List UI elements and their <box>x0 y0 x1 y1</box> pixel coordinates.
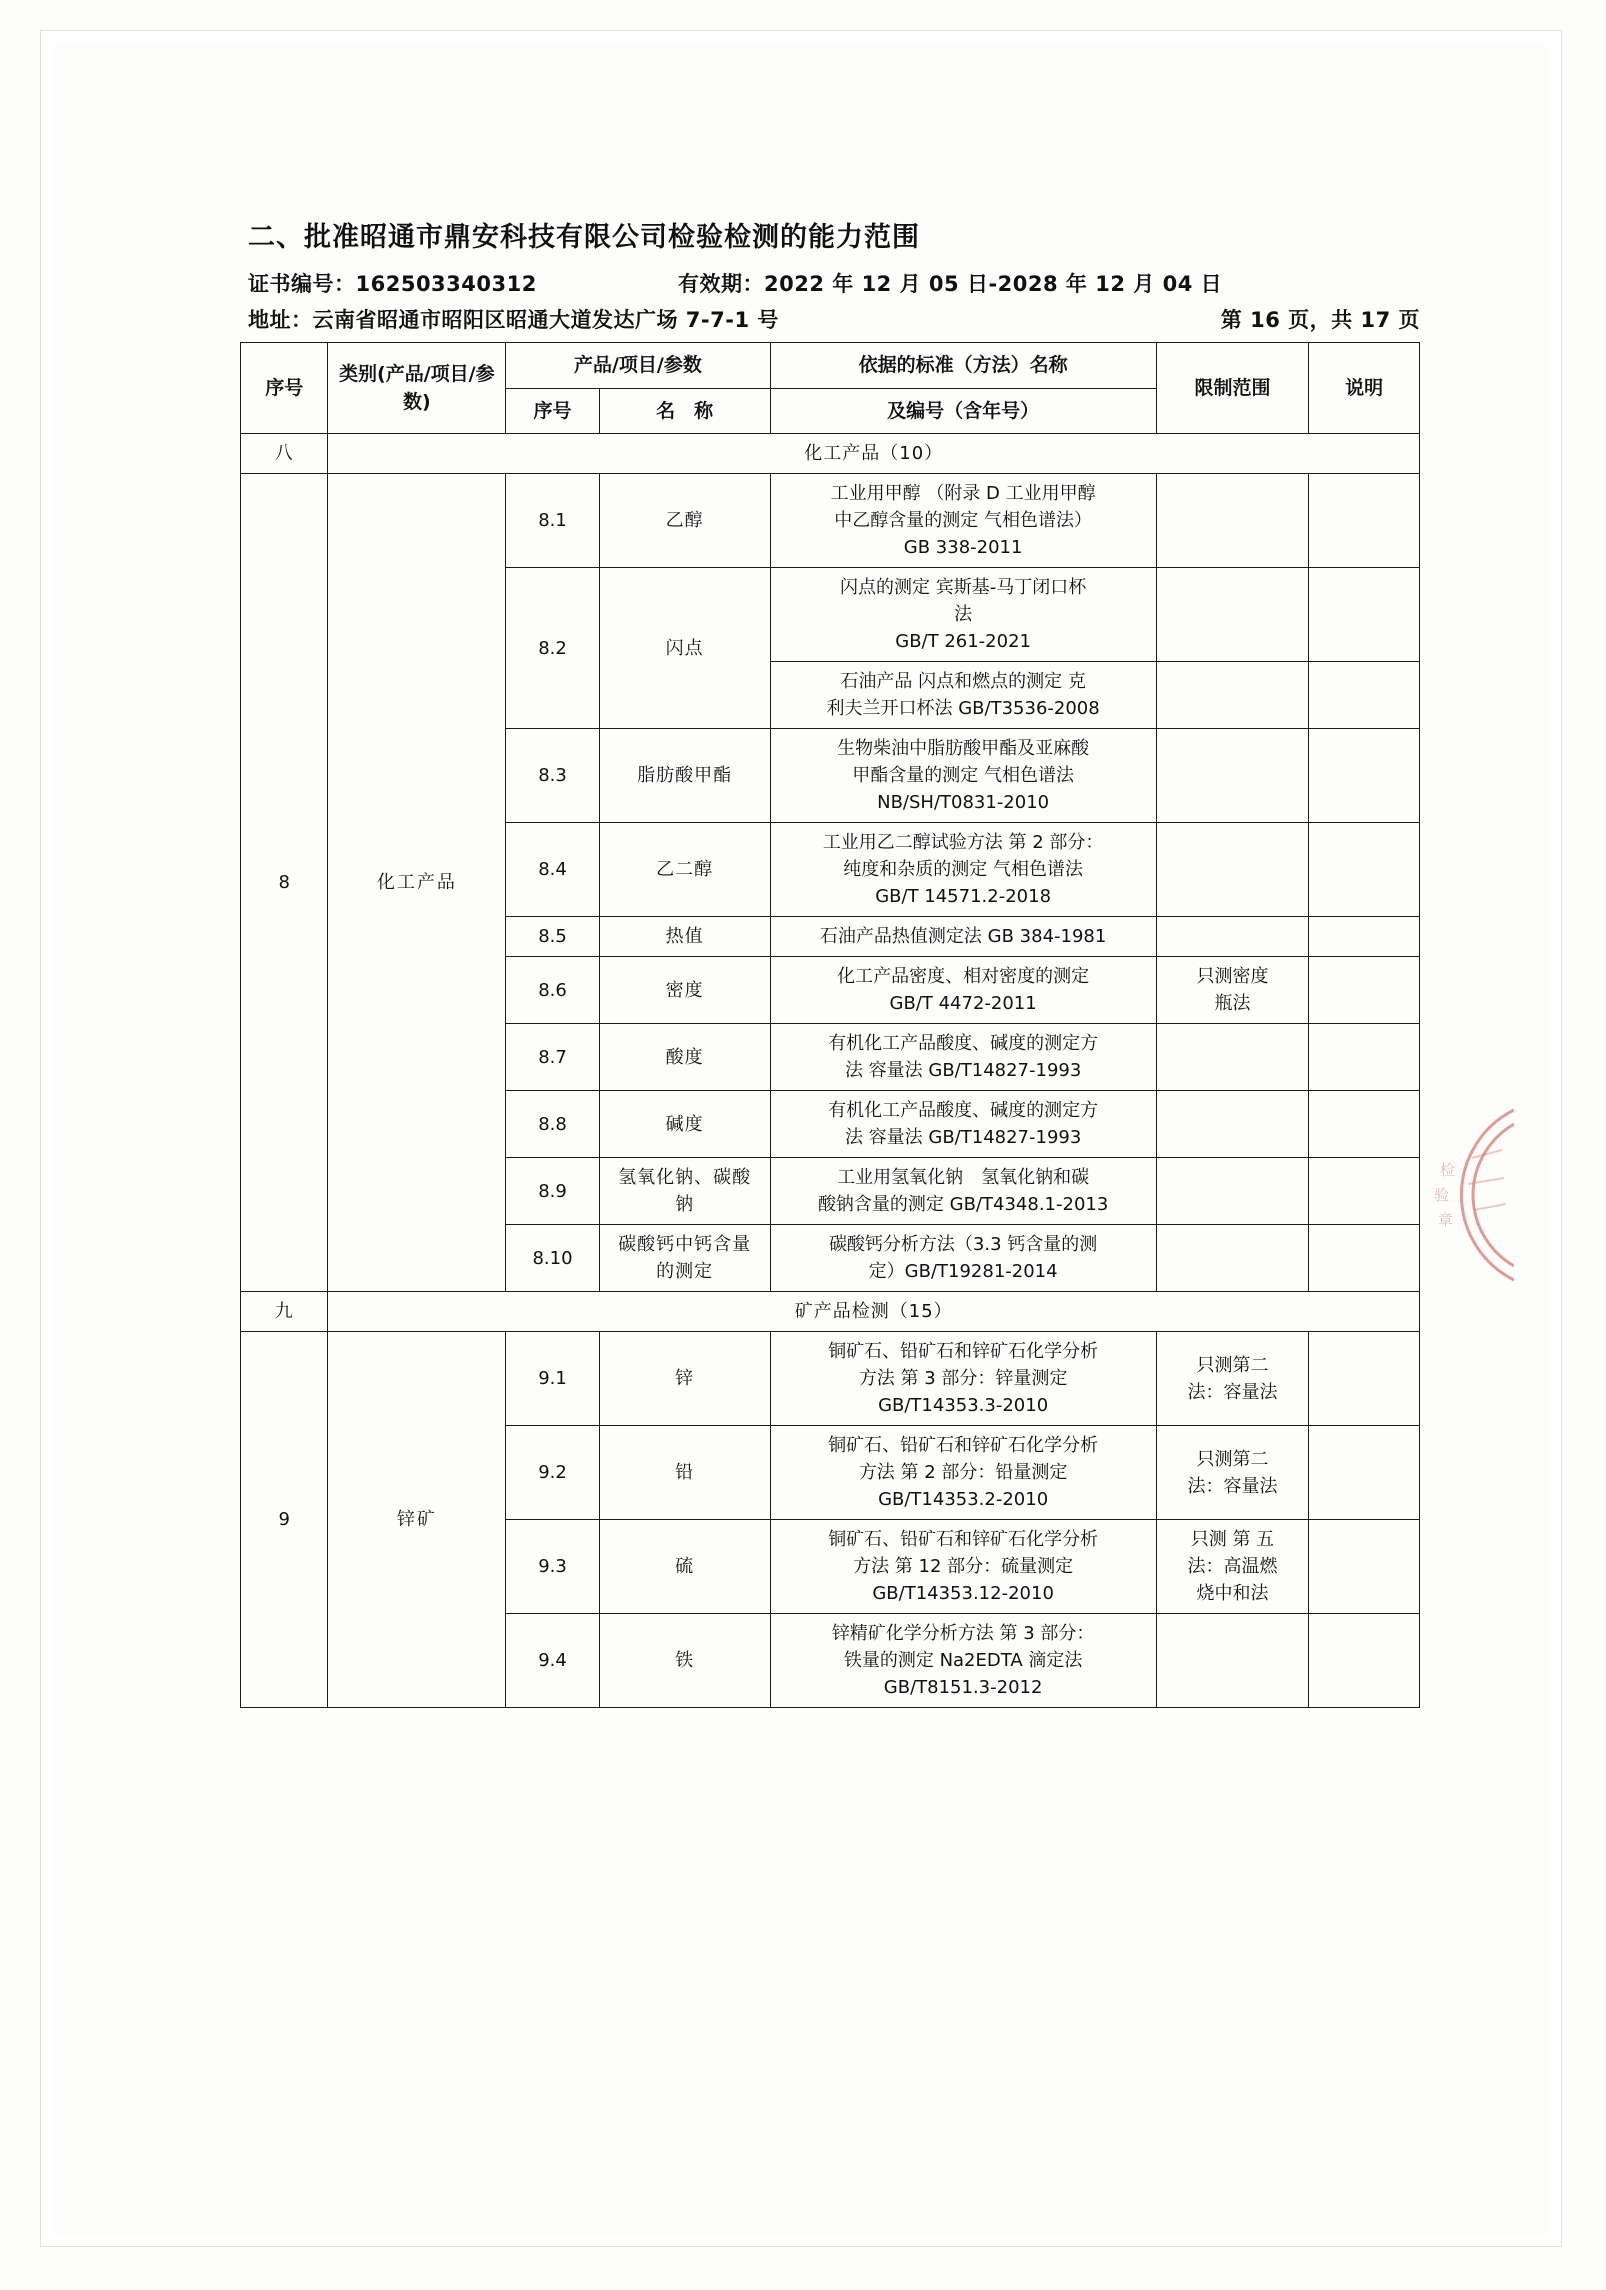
section-title: 化工产品（10） <box>328 434 1420 474</box>
row-limit <box>1156 823 1308 917</box>
row-limit <box>1156 1158 1308 1225</box>
row-remark <box>1309 1024 1420 1091</box>
row-name <box>599 1158 770 1225</box>
section-roman: 九 <box>241 1292 328 1332</box>
row-sub-no: 8.8 <box>506 1091 600 1158</box>
std-line: 工业用氢氧化钠 氢氧化钠和碳 <box>837 1167 1090 1188</box>
row-limit <box>1156 1426 1308 1520</box>
std-line: GB/T 261-2021 <box>895 631 1031 652</box>
name-line: 氢氧化钠、碳酸 <box>618 1167 752 1188</box>
th-standard-line2: 及编号（含年号） <box>770 388 1156 434</box>
std-line: 石油产品热值测定法 GB 384-1981 <box>819 926 1107 947</box>
row-remark <box>1309 1520 1420 1614</box>
std-line: 利夫兰开口杯法 GB/T3536-2008 <box>826 698 1100 719</box>
std-line: 中乙醇含量的测定 气相色谱法） <box>834 510 1092 531</box>
row-remark <box>1309 1158 1420 1225</box>
row-standard <box>770 662 1156 729</box>
std-line: 法 容量法 GB/T14827-1993 <box>844 1060 1082 1081</box>
std-line: 法 容量法 GB/T14827-1993 <box>844 1127 1082 1148</box>
row-limit <box>1156 1024 1308 1091</box>
table-row <box>241 1332 1420 1426</box>
table-row <box>241 474 1420 568</box>
cert-no-label: 证书编号： <box>248 272 356 296</box>
row-remark <box>1309 729 1420 823</box>
group-name: 化工产品 <box>328 474 506 1292</box>
th-product-group: 产品/项目/参数 <box>506 343 770 389</box>
std-line: 铁量的测定 Na2EDTA 滴定法 <box>843 1650 1083 1671</box>
name-line: 碳酸钙中钙含量 <box>618 1234 752 1255</box>
group-no: 8 <box>241 474 328 1292</box>
row-standard <box>770 1426 1156 1520</box>
limit-line: 法：容量法 <box>1187 1475 1278 1497</box>
row-name: 乙二醇 <box>599 823 770 917</box>
std-line: GB/T14353.12-2010 <box>872 1583 1054 1604</box>
row-standard <box>770 957 1156 1024</box>
row-sub-no: 8.9 <box>506 1158 600 1225</box>
address-meta-row <box>248 304 1420 334</box>
std-line: 有机化工产品酸度、碱度的测定方 <box>828 1033 1099 1054</box>
svg-text:检: 检 <box>1440 1161 1456 1179</box>
std-line: 方法 第 2 部分：铅量测定 <box>858 1462 1068 1483</box>
section-header-row <box>241 434 1420 474</box>
row-name <box>599 1225 770 1292</box>
limit-line: 法：高温燃 <box>1187 1556 1278 1577</box>
name-line: 的测定 <box>656 1261 714 1282</box>
row-standard <box>770 1225 1156 1292</box>
row-sub-no: 9.3 <box>506 1520 600 1614</box>
validity-label: 有效期： <box>678 272 764 296</box>
th-no: 序号 <box>241 343 328 434</box>
row-standard <box>770 474 1156 568</box>
std-line: 铜矿石、铅矿石和锌矿石化学分析 <box>828 1529 1099 1550</box>
svg-text:章: 章 <box>1438 1211 1454 1229</box>
limit-line: 只测第二 <box>1196 1354 1269 1376</box>
page-number: 第 16 页，共 17 页 <box>1220 308 1420 332</box>
std-line: GB/T8151.3-2012 <box>883 1677 1043 1698</box>
std-line: GB/T 4472-2011 <box>889 993 1037 1014</box>
row-remark <box>1309 1332 1420 1426</box>
row-standard <box>770 1520 1156 1614</box>
limit-line: 法：容量法 <box>1187 1381 1278 1403</box>
row-standard <box>770 1614 1156 1708</box>
row-remark <box>1309 957 1420 1024</box>
cert-no-block <box>248 268 648 298</box>
row-name: 密度 <box>599 957 770 1024</box>
row-sub-no: 8.5 <box>506 917 600 957</box>
row-sub-no: 8.7 <box>506 1024 600 1091</box>
std-line: 甲酯含量的测定 气相色谱法 <box>852 765 1074 786</box>
row-remark <box>1309 1426 1420 1520</box>
row-limit <box>1156 1225 1308 1292</box>
row-standard <box>770 1091 1156 1158</box>
std-line: 有机化工产品酸度、碱度的测定方 <box>828 1100 1099 1121</box>
std-line: 铜矿石、铅矿石和锌矿石化学分析 <box>828 1435 1099 1456</box>
cert-no-value: 162503340312 <box>355 272 537 296</box>
section-roman: 八 <box>241 434 328 474</box>
limit-line: 只测第二 <box>1196 1448 1269 1470</box>
std-line: 锌精矿化学分析方法 第 3 部分： <box>831 1623 1095 1644</box>
std-line: 石油产品 闪点和燃点的测定 克 <box>840 671 1086 692</box>
std-line: 方法 第 12 部分：硫量测定 <box>853 1556 1074 1577</box>
row-limit <box>1156 1614 1308 1708</box>
std-line: GB/T 14571.2-2018 <box>875 886 1052 907</box>
row-name: 碱度 <box>599 1091 770 1158</box>
std-line: 铜矿石、铅矿石和锌矿石化学分析 <box>828 1341 1099 1362</box>
row-sub-no: 9.2 <box>506 1426 600 1520</box>
std-line: 工业用乙二醇试验方法 第 2 部分： <box>822 832 1104 853</box>
cert-meta-row <box>248 268 1420 298</box>
address-value: 云南省昭通市昭阳区昭通大道发达广场 7-7-1 号 <box>312 308 779 332</box>
table-header-row <box>241 343 1420 389</box>
row-limit <box>1156 1091 1308 1158</box>
std-line: 纯度和杂质的测定 气相色谱法 <box>843 859 1083 880</box>
row-name: 闪点 <box>599 568 770 729</box>
row-limit <box>1156 729 1308 823</box>
row-standard <box>770 568 1156 662</box>
row-limit <box>1156 957 1308 1024</box>
row-limit <box>1156 917 1308 957</box>
row-sub-no: 8.6 <box>506 957 600 1024</box>
row-remark <box>1309 1091 1420 1158</box>
validity-value: 2022 年 12 月 05 日-2028 年 12 月 04 日 <box>764 272 1223 296</box>
row-name: 铅 <box>599 1426 770 1520</box>
row-standard <box>770 1158 1156 1225</box>
row-name: 酸度 <box>599 1024 770 1091</box>
document-body <box>240 215 1420 1708</box>
std-line: 化工产品密度、相对密度的测定 <box>837 966 1090 987</box>
std-line: 闪点的测定 宾斯基-马丁闭口杯 <box>840 577 1087 598</box>
row-sub-no: 8.2 <box>506 568 600 729</box>
std-line: NB/SH/T0831-2010 <box>877 792 1050 813</box>
row-limit <box>1156 474 1308 568</box>
th-sub-no: 序号 <box>506 388 600 434</box>
std-line: 法 <box>954 604 973 625</box>
std-line: 定）GB/T19281-2014 <box>868 1261 1058 1282</box>
th-limit: 限制范围 <box>1156 343 1308 434</box>
row-sub-no: 8.1 <box>506 474 600 568</box>
row-name: 锌 <box>599 1332 770 1426</box>
row-standard <box>770 917 1156 957</box>
row-remark <box>1309 1225 1420 1292</box>
row-name: 乙醇 <box>599 474 770 568</box>
std-line: GB/T14353.2-2010 <box>878 1489 1049 1510</box>
address-block <box>248 304 779 334</box>
std-line: GB 338-2011 <box>903 537 1023 558</box>
group-name: 锌矿 <box>328 1332 506 1708</box>
row-remark <box>1309 823 1420 917</box>
row-sub-no: 8.4 <box>506 823 600 917</box>
limit-line: 只测密度 <box>1196 966 1269 987</box>
std-line: 方法 第 3 部分：锌量测定 <box>858 1368 1068 1389</box>
row-remark <box>1309 474 1420 568</box>
row-sub-no: 9.1 <box>506 1332 600 1426</box>
row-limit <box>1156 1520 1308 1614</box>
row-remark <box>1309 917 1420 957</box>
row-limit <box>1156 662 1308 729</box>
std-line: 生物柴油中脂肪酸甲酯及亚麻酸 <box>837 738 1090 759</box>
row-remark <box>1309 568 1420 662</box>
std-line: 工业用甲醇 （附录 D 工业用甲醇 <box>830 483 1096 504</box>
std-line: 酸钠含量的测定 GB/T4348.1-2013 <box>817 1194 1109 1215</box>
th-name: 名 称 <box>599 388 770 434</box>
row-standard <box>770 729 1156 823</box>
group-no: 9 <box>241 1332 328 1708</box>
svg-text:验: 验 <box>1434 1186 1450 1204</box>
limit-line: 瓶法 <box>1214 993 1251 1014</box>
row-remark <box>1309 662 1420 729</box>
row-standard <box>770 1332 1156 1426</box>
row-limit <box>1156 568 1308 662</box>
validity-block <box>648 268 1420 298</box>
row-sub-no: 8.10 <box>506 1225 600 1292</box>
section-title: 矿产品检测（15） <box>328 1292 1420 1332</box>
th-category: 类别(产品/项目/参数) <box>328 343 506 434</box>
row-sub-no: 8.3 <box>506 729 600 823</box>
page-title: 二、批准昭通市鼎安科技有限公司检验检测的能力范围 <box>248 222 920 253</box>
row-name: 硫 <box>599 1520 770 1614</box>
section-header-row <box>241 1292 1420 1332</box>
row-name: 热值 <box>599 917 770 957</box>
limit-line: 只测 第 五 <box>1190 1529 1275 1550</box>
capability-table <box>240 342 1420 1708</box>
name-line: 钠 <box>675 1194 695 1215</box>
std-line: GB/T14353.3-2010 <box>878 1395 1049 1416</box>
row-standard <box>770 823 1156 917</box>
address-label: 地址： <box>248 308 313 332</box>
row-name: 脂肪酸甲酯 <box>599 729 770 823</box>
row-remark <box>1309 1614 1420 1708</box>
th-remark: 说明 <box>1309 343 1420 434</box>
row-sub-no: 9.4 <box>506 1614 600 1708</box>
std-line: 碳酸钙分析方法（3.3 钙含量的测 <box>828 1234 1098 1255</box>
limit-line: 烧中和法 <box>1196 1583 1269 1604</box>
row-name: 铁 <box>599 1614 770 1708</box>
row-standard <box>770 1024 1156 1091</box>
th-standard-line1: 依据的标准（方法）名称 <box>770 343 1156 389</box>
row-limit <box>1156 1332 1308 1426</box>
